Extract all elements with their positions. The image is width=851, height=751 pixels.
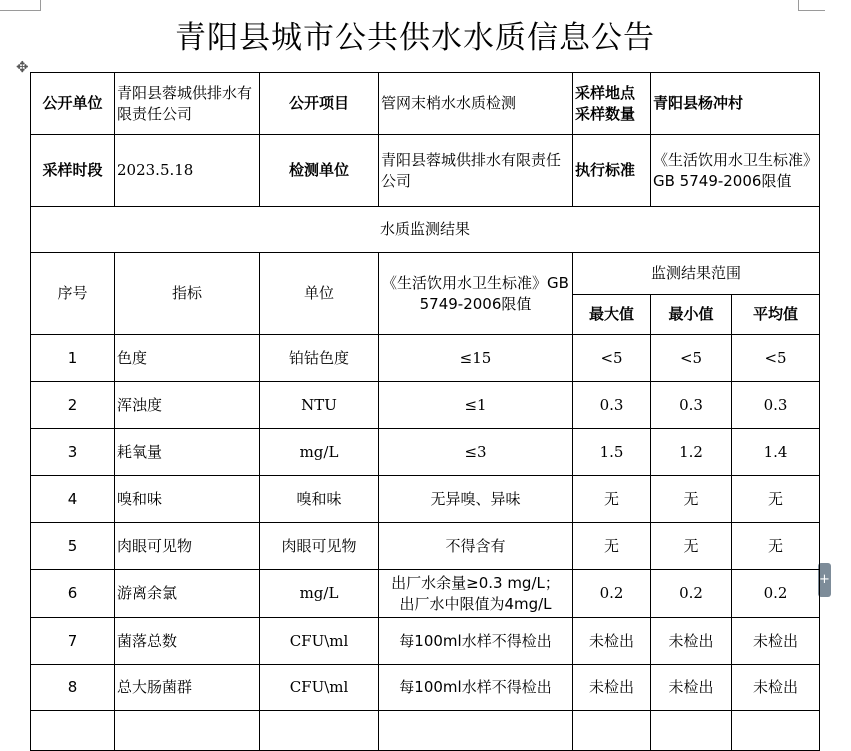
row-indicator: 总大肠菌群: [115, 665, 260, 711]
add-row-button[interactable]: +: [818, 563, 831, 597]
empty-cell: [379, 711, 573, 751]
row-seq: 6: [31, 570, 115, 618]
empty-cell: [573, 711, 651, 751]
row-avg: <5: [732, 335, 820, 382]
row-indicator: 耗氧量: [115, 429, 260, 476]
row-unit: 铂钴色度: [260, 335, 379, 382]
standard-label: 执行标准: [573, 135, 651, 207]
info-row-1: [31, 73, 820, 135]
row-seq: 3: [31, 429, 115, 476]
row-limit: ≤1: [379, 382, 573, 429]
header-limit: 《生活饮用水卫生标准》GB 5749-2006限值: [379, 253, 573, 335]
header-avg: 平均值: [732, 295, 820, 335]
empty-cell: [732, 711, 820, 751]
header-indicator: 指标: [115, 253, 260, 335]
row-indicator: 肉眼可见物: [115, 523, 260, 570]
row-limit-line-1: 出厂水余量≥0.3 mg/L；: [391, 573, 560, 592]
row-unit: 肉眼可见物: [260, 523, 379, 570]
table-row: [31, 618, 820, 665]
row-min: 无: [651, 523, 732, 570]
row-limit: 每100ml水样不得检出: [379, 618, 573, 665]
standard-value: 《生活饮用水卫生标准》GB 5749-2006限值: [651, 135, 820, 207]
empty-cell: [31, 711, 115, 751]
row-max: 0.3: [573, 382, 651, 429]
header-row-1: [31, 253, 820, 295]
page-corner-mark-right: [798, 0, 825, 11]
row-seq: 5: [31, 523, 115, 570]
row-avg: 未检出: [732, 618, 820, 665]
table-row: [31, 665, 820, 711]
row-min: 0.3: [651, 382, 732, 429]
row-limit: [379, 570, 573, 618]
section-title-row: [31, 207, 820, 253]
empty-cell: [651, 711, 732, 751]
info-row-2: [31, 135, 820, 207]
row-limit: ≤3: [379, 429, 573, 476]
row-limit: 不得含有: [379, 523, 573, 570]
row-indicator: 色度: [115, 335, 260, 382]
document-title: 青阳县城市公共供水水质信息公告: [175, 20, 655, 56]
unit-value: 青阳县蓉城供排水有限责任公司: [115, 73, 260, 135]
row-indicator: 浑浊度: [115, 382, 260, 429]
table-row: [31, 335, 820, 382]
period-value: 2023.5.18: [115, 135, 260, 207]
row-seq: 7: [31, 618, 115, 665]
empty-cell: [115, 711, 260, 751]
row-max: 1.5: [573, 429, 651, 476]
row-indicator: 菌落总数: [115, 618, 260, 665]
table-row: [31, 382, 820, 429]
row-seq: 4: [31, 476, 115, 523]
row-min: 0.2: [651, 570, 732, 618]
row-min: 无: [651, 476, 732, 523]
row-limit: ≤15: [379, 335, 573, 382]
header-seq: 序号: [31, 253, 115, 335]
site-value: 青阳县杨冲村: [651, 73, 820, 135]
row-unit: NTU: [260, 382, 379, 429]
row-limit-line-2: 出厂水中限值为4mg/L: [399, 594, 552, 613]
row-avg: 无: [732, 476, 820, 523]
table-row: [31, 570, 820, 618]
row-limit: 无异嗅、异味: [379, 476, 573, 523]
row-max: 0.2: [573, 570, 651, 618]
row-max: 无: [573, 523, 651, 570]
test-unit-value: 青阳县蓉城供排水有限责任公司: [379, 135, 573, 207]
test-unit-label: 检测单位: [260, 135, 379, 207]
row-unit: mg/L: [260, 429, 379, 476]
header-max: 最大值: [573, 295, 651, 335]
project-value: 管网末梢水水质检测: [379, 73, 573, 135]
row-min: 未检出: [651, 665, 732, 711]
header-unit: 单位: [260, 253, 379, 335]
row-seq: 1: [31, 335, 115, 382]
row-avg: 无: [732, 523, 820, 570]
row-avg: 1.4: [732, 429, 820, 476]
row-seq: 2: [31, 382, 115, 429]
row-seq: 8: [31, 665, 115, 711]
row-avg: 未检出: [732, 665, 820, 711]
header-min: 最小值: [651, 295, 732, 335]
row-min: 1.2: [651, 429, 732, 476]
row-unit: CFU\ml: [260, 618, 379, 665]
row-max: 无: [573, 476, 651, 523]
project-label: 公开项目: [260, 73, 379, 135]
results-section-title: 水质监测结果: [31, 207, 820, 253]
row-min: 未检出: [651, 618, 732, 665]
row-min: <5: [651, 335, 732, 382]
empty-cell: [260, 711, 379, 751]
table-row: [31, 523, 820, 570]
row-max: 未检出: [573, 618, 651, 665]
site-label: 采样地点采样数量: [573, 73, 651, 135]
row-max: <5: [573, 335, 651, 382]
unit-label: 公开单位: [31, 73, 115, 135]
row-max: 未检出: [573, 665, 651, 711]
row-indicator: 嗅和味: [115, 476, 260, 523]
row-unit: mg/L: [260, 570, 379, 618]
row-unit: CFU\ml: [260, 665, 379, 711]
period-label: 采样时段: [31, 135, 115, 207]
row-unit: 嗅和味: [260, 476, 379, 523]
page-corner-mark-left: [0, 0, 41, 11]
table-row: [31, 476, 820, 523]
row-avg: 0.3: [732, 382, 820, 429]
table-row: [31, 429, 820, 476]
header-range: 监测结果范围: [573, 253, 820, 295]
table-move-handle-icon[interactable]: ✥: [16, 58, 29, 76]
row-avg: 0.2: [732, 570, 820, 618]
water-quality-table: [30, 72, 820, 751]
row-indicator: 游离余氯: [115, 570, 260, 618]
row-limit: 每100ml水样不得检出: [379, 665, 573, 711]
table-row-empty: [31, 711, 820, 751]
